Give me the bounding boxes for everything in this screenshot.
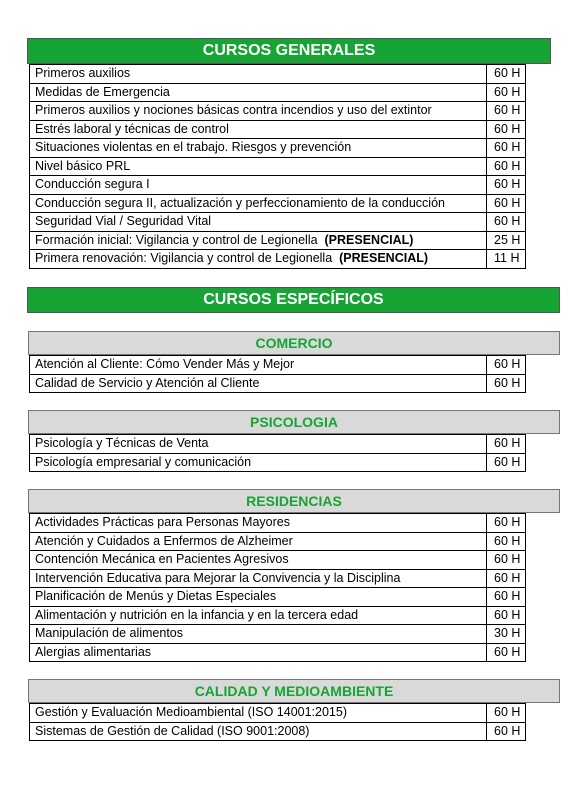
course-name-cell <box>30 551 487 570</box>
course-hours: 60 H <box>487 435 526 454</box>
course-name-cell <box>30 606 487 625</box>
residencias-body <box>30 514 526 662</box>
course-name: Conducción segura II, actualización y perfeccionamiento de la conducción <box>35 195 445 210</box>
course-name: Atención y Cuidados a Enfermos de Alzheimer <box>35 533 293 548</box>
course-hours: 60 H <box>487 374 526 393</box>
course-name: Psicología y Técnicas de Venta <box>35 436 209 451</box>
general-courses-body <box>30 65 526 269</box>
course-name: Atención al Cliente: Cómo Vender Más y Mejor <box>35 357 295 372</box>
course-hours: 60 H <box>487 704 526 723</box>
course-hours: 60 H <box>487 176 526 195</box>
course-name: Conducción segura I <box>35 177 150 192</box>
course-name-cell <box>30 532 487 551</box>
course-name-cell <box>30 213 487 232</box>
course-row <box>30 435 526 454</box>
course-name: Situaciones violentas en el trabajo. Riesgos y prevención <box>35 140 352 155</box>
course-hours: 60 H <box>487 194 526 213</box>
course-name: Manipulación de alimentos <box>35 626 184 641</box>
course-row <box>30 551 526 570</box>
course-name: Formación inicial: Vigilancia y control de Legionella <box>35 232 318 247</box>
course-row <box>30 213 526 232</box>
course-row <box>30 588 526 607</box>
course-name-cell <box>30 65 487 84</box>
course-hours: 60 H <box>487 551 526 570</box>
course-hours: 11 H <box>487 250 526 269</box>
section-header-comercio: COMERCIO <box>28 331 560 355</box>
course-hours: 60 H <box>487 453 526 472</box>
course-hours: 60 H <box>487 157 526 176</box>
course-name-cell <box>30 435 487 454</box>
course-row <box>30 102 526 121</box>
course-name: Planificación de Menús y Dietas Especiales <box>35 589 277 604</box>
course-row <box>30 532 526 551</box>
course-row <box>30 83 526 102</box>
course-hours: 60 H <box>487 213 526 232</box>
calidad-body <box>30 704 526 741</box>
general-courses-header: CURSOS GENERALES <box>27 38 551 64</box>
course-name: Primeros auxilios y nociones básicas contra incendios y uso del extintor <box>35 103 432 118</box>
course-name: Intervención Educativa para Mejorar la Convivencia y la Disciplina <box>35 570 401 585</box>
course-name-cell <box>30 250 487 269</box>
course-name: Medidas de Emergencia <box>35 84 170 99</box>
course-name-cell <box>30 514 487 533</box>
course-hours: 60 H <box>487 102 526 121</box>
course-name-cell <box>30 194 487 213</box>
course-row <box>30 606 526 625</box>
course-hours: 60 H <box>487 569 526 588</box>
psicologia-table <box>29 434 526 472</box>
course-row <box>30 514 526 533</box>
course-name-cell <box>30 643 487 662</box>
course-name: Estrés laboral y técnicas de control <box>35 121 229 136</box>
course-row <box>30 176 526 195</box>
course-name-cell <box>30 722 487 741</box>
course-name: Alergias alimentarias <box>35 644 152 659</box>
course-name: Gestión y Evaluación Medioambiental (ISO 14001:2015) <box>35 705 347 720</box>
course-row <box>30 569 526 588</box>
course-hours: 30 H <box>487 625 526 644</box>
course-row <box>30 250 526 269</box>
course-row <box>30 65 526 84</box>
section-header-psicologia: PSICOLOGIA <box>28 410 560 434</box>
course-row <box>30 643 526 662</box>
course-name: Sistemas de Gestión de Calidad (ISO 9001:2008) <box>35 723 310 738</box>
modality-tag: (PRESENCIAL) <box>324 232 414 247</box>
course-hours: 60 H <box>487 532 526 551</box>
section-header-calidad: CALIDAD Y MEDIOAMBIENTE <box>28 679 560 703</box>
course-name: Psicología empresarial y comunicación <box>35 454 252 469</box>
course-name-cell <box>30 704 487 723</box>
course-hours: 60 H <box>487 356 526 375</box>
course-hours: 60 H <box>487 139 526 158</box>
course-name: Contención Mecánica en Pacientes Agresivos <box>35 552 289 567</box>
course-name-cell <box>30 588 487 607</box>
course-row <box>30 120 526 139</box>
course-row <box>30 157 526 176</box>
course-name: Primera renovación: Vigilancia y control de Legionella <box>35 251 333 266</box>
course-name-cell <box>30 157 487 176</box>
course-name-cell <box>30 356 487 375</box>
course-row <box>30 374 526 393</box>
course-name: Calidad de Servicio y Atención al Cliente <box>35 375 260 390</box>
course-row <box>30 722 526 741</box>
modality-tag: (PRESENCIAL) <box>339 251 429 266</box>
course-name: Alimentación y nutrición en la infancia y en la tercera edad <box>35 607 359 622</box>
course-name-cell <box>30 453 487 472</box>
course-name-cell <box>30 374 487 393</box>
course-name-cell <box>30 569 487 588</box>
course-hours: 60 H <box>487 588 526 607</box>
comercio-body <box>30 356 526 393</box>
course-hours: 60 H <box>487 643 526 662</box>
course-row <box>30 356 526 375</box>
course-name-cell <box>30 139 487 158</box>
course-name-cell <box>30 83 487 102</box>
specific-courses-header: CURSOS ESPECÍFICOS <box>27 287 560 313</box>
course-row <box>30 704 526 723</box>
course-row <box>30 194 526 213</box>
course-name: Seguridad Vial / Seguridad Vital <box>35 214 212 229</box>
general-courses-table <box>29 64 526 269</box>
comercio-table <box>29 355 526 393</box>
course-row <box>30 139 526 158</box>
course-hours: 60 H <box>487 120 526 139</box>
course-name-cell <box>30 102 487 121</box>
course-name: Nivel básico PRL <box>35 158 131 173</box>
calidad-table <box>29 703 526 741</box>
residencias-table <box>29 513 526 662</box>
course-name-cell <box>30 176 487 195</box>
course-name-cell <box>30 231 487 250</box>
course-name: Actividades Prácticas para Personas Mayores <box>35 515 290 530</box>
course-row <box>30 453 526 472</box>
course-hours: 60 H <box>487 83 526 102</box>
course-hours: 60 H <box>487 514 526 533</box>
course-hours: 60 H <box>487 722 526 741</box>
psicologia-body <box>30 435 526 472</box>
course-hours: 60 H <box>487 65 526 84</box>
course-name: Primeros auxilios <box>35 66 131 81</box>
course-hours: 25 H <box>487 231 526 250</box>
course-name-cell <box>30 120 487 139</box>
section-header-residencias: RESIDENCIAS <box>28 489 560 513</box>
course-hours: 60 H <box>487 606 526 625</box>
course-row <box>30 231 526 250</box>
course-name-cell <box>30 625 487 644</box>
course-row <box>30 625 526 644</box>
